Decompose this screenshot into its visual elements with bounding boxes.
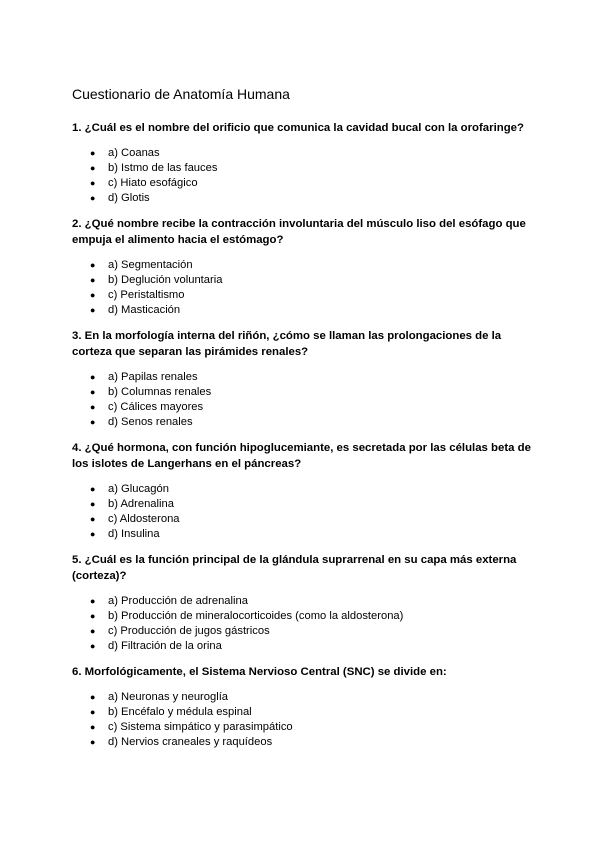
bullet-icon: ● — [90, 484, 96, 494]
question-text: 5. ¿Cuál es la función principal de la glándula suprarrenal en su capa más externa (corteza)? — [72, 554, 517, 582]
question-text: 1. ¿Cuál es el nombre del orificio que comunica la cavidad bucal con la orofaringe? — [72, 122, 524, 134]
bullet-icon: ● — [90, 611, 96, 621]
option-label: c) Cálices mayores — [108, 401, 204, 413]
option-label: a) Producción de adrenalina — [108, 595, 248, 607]
bullet-icon: ● — [90, 641, 96, 651]
option-label: c) Sistema simpático y parasimpático — [108, 721, 293, 733]
option-item — [90, 191, 532, 206]
option-item — [90, 527, 532, 542]
option-label: a) Neuronas y neuroglía — [108, 691, 229, 703]
option-label: b) Encéfalo y médula espinal — [108, 706, 252, 718]
option-item — [90, 146, 532, 161]
options-list — [72, 594, 532, 654]
bullet-icon: ● — [90, 402, 96, 412]
option-label: a) Glucagón — [108, 483, 169, 495]
option-item — [90, 482, 532, 497]
option-item — [90, 161, 532, 176]
option-item — [90, 370, 532, 385]
question-text: 3. En la morfología interna del riñón, ¿cómo se llaman las prolongaciones de la corteza que separan las pirámides renales? — [72, 330, 502, 358]
options-list — [72, 690, 532, 750]
option-label: a) Segmentación — [108, 259, 193, 271]
bullet-icon: ● — [90, 387, 96, 397]
option-label: b) Columnas renales — [108, 386, 212, 398]
option-item — [90, 609, 532, 624]
bullet-icon: ● — [90, 722, 96, 732]
option-label: c) Aldosterona — [108, 513, 180, 525]
option-item — [90, 624, 532, 639]
document-page — [72, 84, 532, 760]
option-label: d) Insulina — [108, 528, 160, 540]
question-6 — [72, 664, 532, 750]
bullet-icon: ● — [90, 707, 96, 717]
option-label: b) Istmo de las fauces — [108, 162, 218, 174]
option-label: d) Glotis — [108, 192, 150, 204]
bullet-icon: ● — [90, 737, 96, 747]
option-item — [90, 415, 532, 430]
bullet-icon: ● — [90, 692, 96, 702]
bullet-icon: ● — [90, 514, 96, 524]
question-4 — [72, 440, 532, 542]
option-label: b) Adrenalina — [108, 498, 174, 510]
option-item — [90, 385, 532, 400]
option-item — [90, 705, 532, 720]
question-text: 4. ¿Qué hormona, con función hipoglucemiante, es secretada por las células beta de los islotes de Langerhans en el páncreas? — [72, 442, 531, 470]
option-label: c) Hiato esofágico — [108, 177, 198, 189]
bullet-icon: ● — [90, 417, 96, 427]
bullet-icon: ● — [90, 596, 96, 606]
bullet-icon: ● — [90, 305, 96, 315]
option-item — [90, 690, 532, 705]
option-label: d) Masticación — [108, 304, 181, 316]
options-list — [72, 482, 532, 542]
bullet-icon: ● — [90, 529, 96, 539]
option-label: c) Producción de jugos gástricos — [108, 625, 270, 637]
document-title: Cuestionario de Anatomía Humana — [72, 86, 290, 102]
option-label: d) Nervios craneales y raquídeos — [108, 736, 273, 748]
option-item — [90, 288, 532, 303]
options-list — [72, 258, 532, 318]
question-text: 2. ¿Qué nombre recibe la contracción involuntaria del músculo liso del esófago que empuja el alimento hacia el estómago? — [72, 218, 526, 246]
bullet-icon: ● — [90, 163, 96, 173]
question-5 — [72, 552, 532, 654]
option-label: a) Papilas renales — [108, 371, 198, 383]
bullet-icon: ● — [90, 626, 96, 636]
option-label: b) Deglución voluntaria — [108, 274, 223, 286]
bullet-icon: ● — [90, 178, 96, 188]
option-item — [90, 497, 532, 512]
question-text: 6. Morfológicamente, el Sistema Nervioso Central (SNC) se divide en: — [72, 666, 447, 678]
option-item — [90, 594, 532, 609]
option-item — [90, 303, 532, 318]
options-list — [72, 146, 532, 206]
bullet-icon: ● — [90, 290, 96, 300]
bullet-icon: ● — [90, 372, 96, 382]
option-item — [90, 720, 532, 735]
option-item — [90, 735, 532, 750]
question-3 — [72, 328, 532, 430]
option-label: d) Senos renales — [108, 416, 193, 428]
option-label: d) Filtración de la orina — [108, 640, 222, 652]
option-item — [90, 258, 532, 273]
option-item — [90, 176, 532, 191]
option-label: a) Coanas — [108, 147, 160, 159]
option-item — [90, 273, 532, 288]
options-list — [72, 370, 532, 430]
bullet-icon: ● — [90, 260, 96, 270]
option-item — [90, 400, 532, 415]
question-2 — [72, 216, 532, 318]
option-label: b) Producción de mineralocorticoides (como la aldosterona) — [108, 610, 404, 622]
option-label: c) Peristaltismo — [108, 289, 185, 301]
bullet-icon: ● — [90, 499, 96, 509]
bullet-icon: ● — [90, 148, 96, 158]
question-1 — [72, 120, 532, 206]
option-item — [90, 639, 532, 654]
bullet-icon: ● — [90, 193, 96, 203]
bullet-icon: ● — [90, 275, 96, 285]
option-item — [90, 512, 532, 527]
